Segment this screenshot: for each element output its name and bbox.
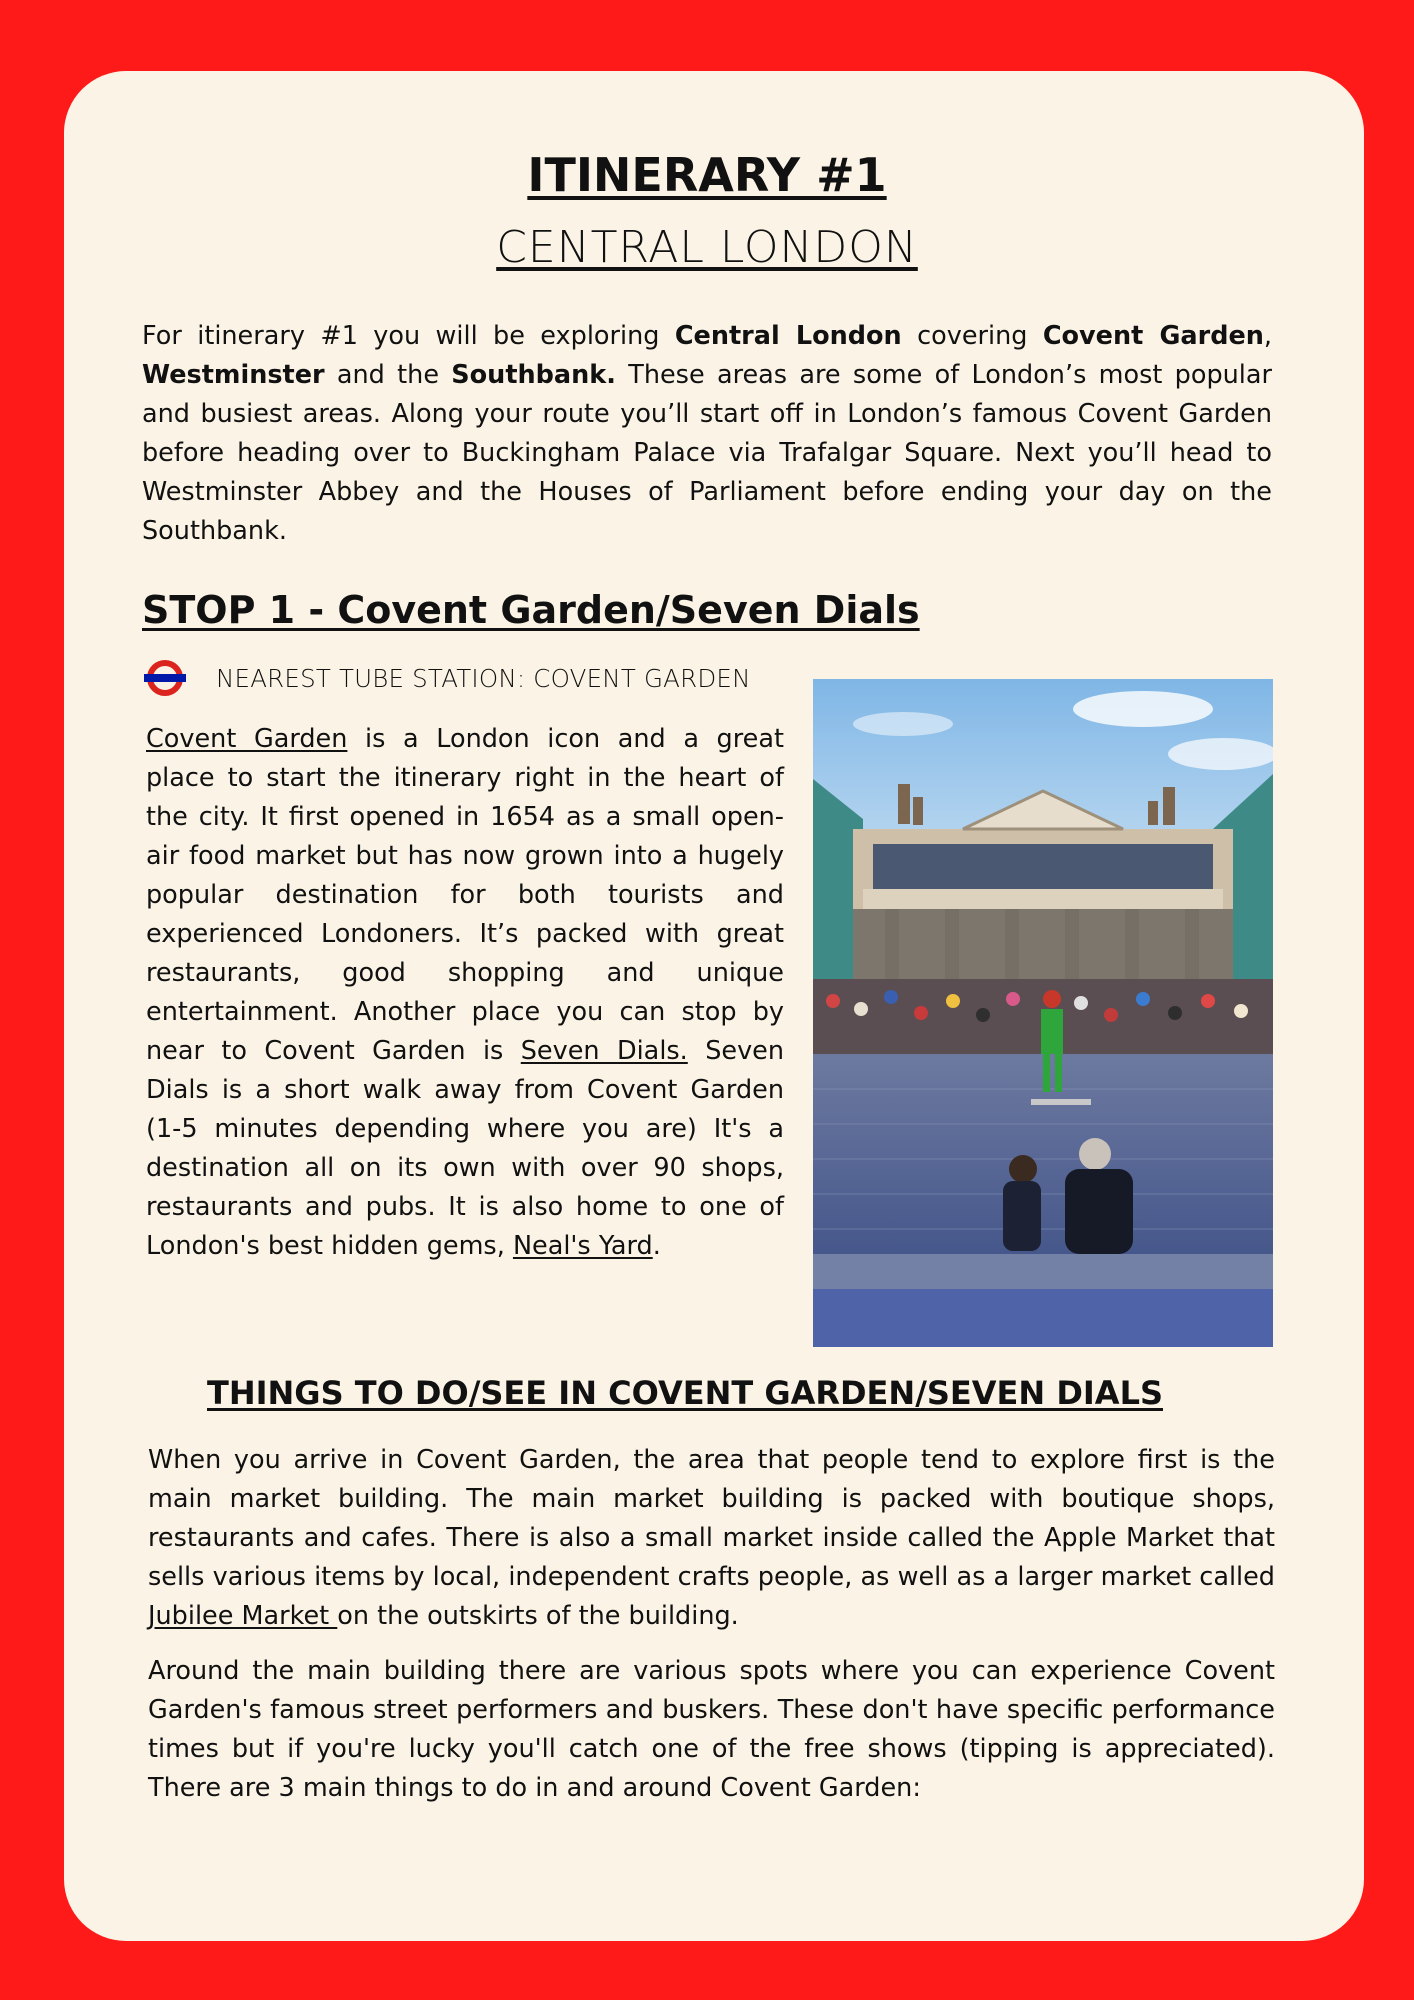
tube-station-label: NEAREST TUBE STATION: COVENT GARDEN [216, 663, 751, 693]
covent-garden-link[interactable]: Covent Garden [146, 724, 348, 754]
london-underground-roundel-icon [142, 658, 188, 698]
page-subtitle: CENTRAL LONDON [496, 222, 918, 273]
things-paragraph-2: Around the main building there are various spots where you can experience Covent Garden's famous street performers and buskers. These don't have specific performance times but if you're lucky you'll catch one of the free shows (tipping is appreciated). There are 3 main things to do in and around Covent Garden: [148, 1656, 1275, 1803]
things-to-do-heading: THINGS TO DO/SEE IN COVENT GARDEN/SEVEN DIALS [207, 1374, 1163, 1412]
page-title: ITINERARY #1 [527, 148, 887, 202]
covent-garden-market-illustration [813, 679, 1273, 1347]
neals-yard-link[interactable]: Neal's Yard [512, 1231, 653, 1261]
jubilee-market-link[interactable]: Jubilee Market [148, 1601, 338, 1631]
stop-1-description: Covent Garden is a London icon and a great place to start the itinerary right in the heart of the city. It first opened in 1654 as a small open-air food market but has now grown into a hugely popular destination for both tourists and experienced Londoners. It’s packed with great restaurants, good shopping and unique entertainment. Another place you can stop by near to Covent Garden is Seven Dials. Seven Dials is a short walk away from Covent Garden (1-5 minutes depending where you are) It's a destination all on its own with over 90 shops, restaurants and pubs. It is also home to one of London's best hidden gems, Neal's Yard. [146, 724, 785, 1261]
covent-garden-photo [813, 679, 1273, 1347]
seven-dials-link[interactable]: Seven Dials. [520, 1036, 688, 1066]
stop-1-heading: STOP 1 - Covent Garden/Seven Dials [142, 588, 920, 632]
things-paragraph-1: When you arrive in Covent Garden, the area that people tend to explore first is the main market building. The main market building is packed with boutique shops, restaurants and cafes. There is also a small market inside called the Apple Market that sells various items by local, independent crafts people, as well as a larger market called Jubilee Market on the outskirts of the building. [148, 1445, 1275, 1631]
intro-paragraph: For itinerary #1 you will be exploring Central London covering Covent Garden, Westminster and the Southbank. These areas are some of London’s most popular and busiest areas. Along your route you’ll start off in London’s famous Covent Garden before heading over to Buckingham Palace via Trafalgar Square. Next you’ll head to Westminster Abbey and the Houses of Parliament before ending your day on the Southbank. [142, 321, 1273, 546]
nearest-tube-station [142, 658, 751, 698]
